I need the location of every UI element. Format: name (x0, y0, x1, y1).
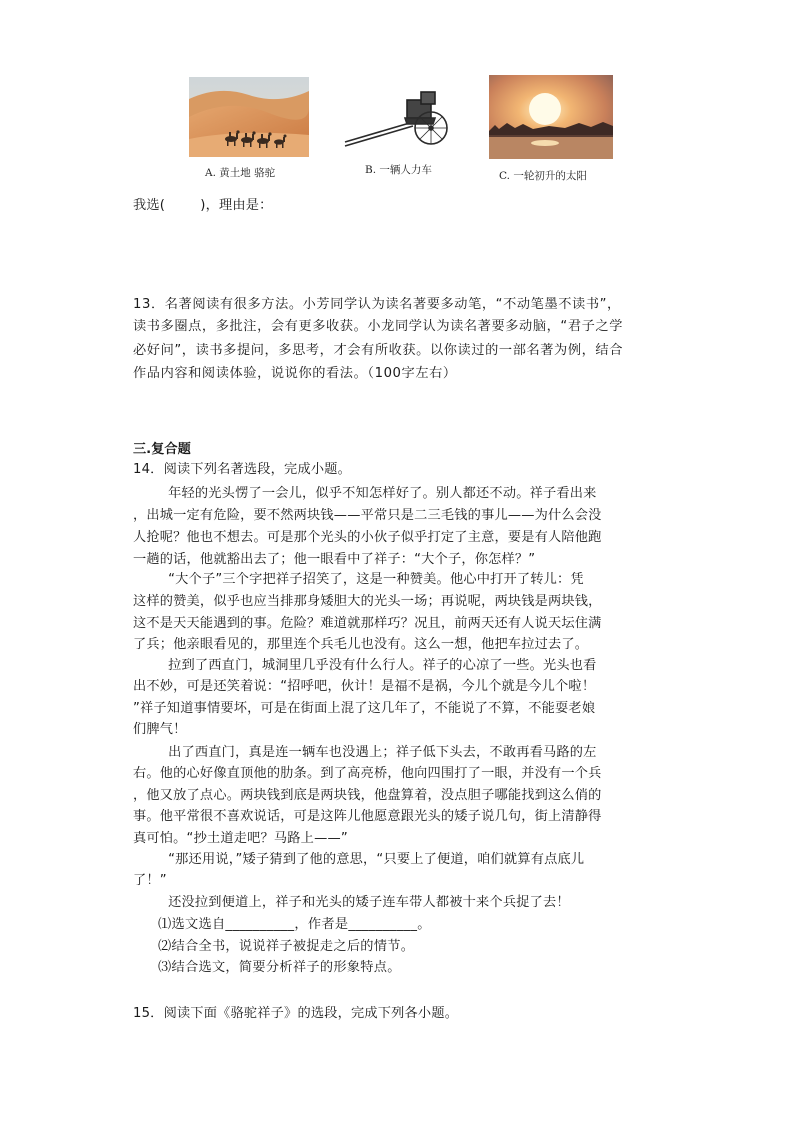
section-title: 三.复合题 (133, 442, 191, 457)
passage-line: “那还用说，”矮子猜到了他的意思，“只要上了便道，咱们就算有点底儿 (133, 852, 585, 867)
passage-line: 这不是天天能遇到的事。危险？难道就那样巧？况且，前两天还有人说天坛住满 (133, 616, 602, 631)
passage-line: “大个子”三个字把祥子招笑了，这是一种赞美。他心中打开了转儿：凭 (133, 572, 584, 587)
passage-line: 人抢呢？他也不想去。可是那个光头的小伙子似乎打定了主意，要是有人陪他跑 (133, 530, 602, 545)
passage-line: 出了西直门，真是连一辆车也没遇上；祥子低下头去，不敢再看马路的左 (133, 745, 597, 760)
passage-line: ，他又放了点心。两块钱到底是两块钱，他盘算着，没点胆子哪能找到这么俏的 (133, 788, 602, 803)
passage-line: 一趟的话，他就豁出去了；他一眼看中了祥子：“大个子，你怎样？” (133, 552, 536, 567)
subquestion-3: ⑶结合选文，简要分析祥子的形象特点。 (158, 960, 401, 975)
q13-line-2: 读书多圈点，多批注，会有更多收获。小龙同学认为读名著要多动脑，“君子之学 (133, 319, 623, 334)
q13-line-1: 13．名著阅读有很多方法。小芳同学认为读名著要多动笔，“不动笔墨不读书”， (133, 297, 621, 312)
passage-line: ”祥子知道事情要坏，可是在街面上混了这几年了，不能说了不算，不能耍老娘 (133, 701, 596, 716)
passage-line: 了兵；他亲眼看见的，那里连个兵毛儿也没有。这么一想，他把车拉过去了。 (133, 637, 589, 652)
choice-prompt: 我选( )，理由是： (133, 198, 273, 213)
passage-line: 真可怕。“抄土道走吧？马路上——” (133, 831, 348, 846)
passage-line: 出不妙，可是还笑着说：“招呼吧，伙计！是福不是祸，今儿个就是今儿个啦！ (133, 679, 596, 694)
passage-line: 这样的赞美，似乎也应当排那身矮胆大的光头一场；再说呢，两块钱是两块钱， (133, 594, 602, 609)
passage-line: 年轻的光头愣了一会儿，似乎不知怎样好了。别人都还不动。祥子看出来 (133, 486, 597, 501)
image-b-caption: B. 一辆人力车 (365, 164, 432, 176)
passage-line: 右。他的心好像直顶他的肋条。到了高亮桥，他向四围打了一眼，并没有一个兵 (133, 766, 602, 781)
image-c-caption: C. 一轮初升的太阳 (499, 170, 587, 182)
q13-line-4: 作品内容和阅读体验，说说你的看法。（100字左右） (133, 366, 457, 381)
passage-line: 事。他平常很不喜欢说话，可是这阵儿他愿意跟光头的矮子说几句，街上清静得 (133, 809, 602, 824)
subquestion-1: ⑴选文选自__________，作者是__________。 (158, 917, 431, 932)
desert-camels-image (189, 77, 309, 157)
q15-intro: 15．阅读下面《骆驼祥子》的选段，完成下列各小题。 (133, 1006, 459, 1021)
rising-sun-image (489, 75, 613, 159)
passage-line: 们脾气！ (133, 722, 187, 737)
passage-line: ，出城一定有危险，要不然两块钱——平常只是二三毛钱的事儿——为什么会没 (133, 508, 602, 523)
q14-intro: 14．阅读下列名著选段，完成小题。 (133, 462, 351, 477)
passage-line: 拉到了西直门，城洞里几乎没有什么行人。祥子的心凉了一些。光头也看 (133, 658, 597, 673)
passage-line: 了！” (133, 873, 167, 888)
image-a-caption: A. 黄土地 骆驼 (205, 167, 276, 179)
subquestion-2: ⑵结合全书，说说祥子被捉走之后的情节。 (158, 939, 415, 954)
rickshaw-image (343, 84, 455, 154)
passage-line: 还没拉到便道上，祥子和光头的矮子连车带人都被十来个兵捉了去！ (133, 895, 570, 910)
q13-line-3: 必好问”，读书多提问，多思考，才会有所收获。以你读过的一部名著为例，结合 (133, 343, 623, 358)
